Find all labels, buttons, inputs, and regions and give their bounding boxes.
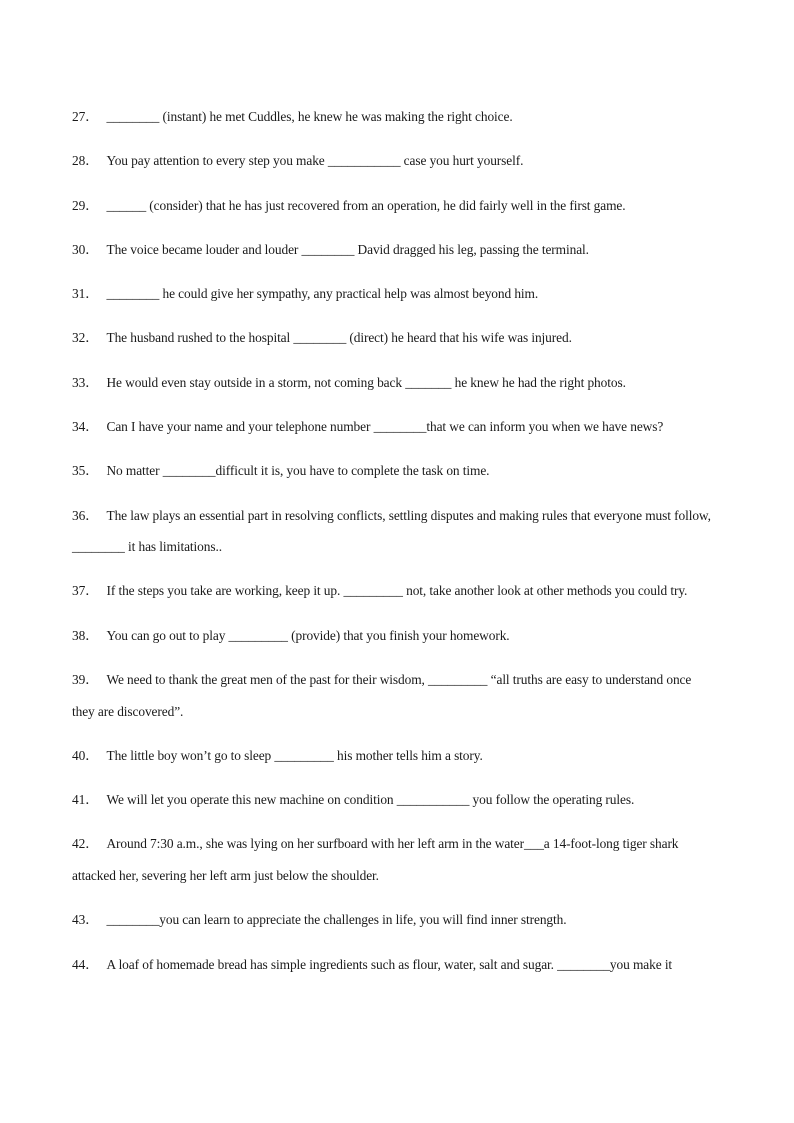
question-item	[72, 784, 714, 816]
question-text: You pay attention to every step you make ___________ case you hurt yourself.	[106, 153, 524, 169]
question-item	[72, 904, 714, 936]
question-text: ________ (instant) he met Cuddles, he knew he was making the right choice.	[106, 109, 513, 124]
question-item	[72, 101, 714, 133]
question-number: 29．	[72, 197, 99, 213]
question-item	[72, 828, 714, 891]
question-item	[72, 278, 714, 310]
question-text: You can go out to play _________ (provide) that you finish your homework.	[106, 627, 510, 643]
question-list	[72, 101, 714, 993]
question-item	[72, 145, 714, 177]
question-number: 30．	[72, 241, 99, 257]
question-text: The voice became louder and louder ________ David dragged his leg, passing the terminal.	[106, 241, 589, 257]
question-item	[72, 664, 714, 727]
question-number: 34．	[72, 419, 99, 435]
question-number: 38．	[72, 627, 99, 643]
question-text: He would even stay outside in a storm, not coming back _______ he knew he had the right photos.	[106, 374, 626, 390]
question-item	[72, 234, 714, 266]
question-number: 44．	[72, 956, 99, 972]
question-text: We need to thank the great men of the past for their wisdom, _________ “all truths are easy to understand once they are discovered”.	[72, 672, 692, 719]
question-number: 41．	[72, 792, 99, 808]
question-text: A loaf of homemade bread has simple ingredients such as flour, water, salt and sugar. ________you make it	[106, 956, 673, 972]
question-number: 27．	[72, 109, 99, 124]
question-text: We will let you operate this new machine on condition ___________ you follow the operating rules.	[106, 792, 635, 808]
question-item	[72, 949, 714, 981]
question-number: 37．	[72, 583, 99, 599]
question-item	[72, 411, 714, 443]
question-number: 40．	[72, 747, 99, 763]
question-text: The little boy won’t go to sleep _________ his mother tells him a story.	[106, 747, 483, 763]
question-item	[72, 322, 714, 354]
question-number: 43．	[72, 912, 99, 928]
question-number: 42．	[72, 836, 99, 852]
question-text: ______ (consider) that he has just recovered from an operation, he did fairly well in the first game.	[106, 197, 626, 213]
question-number: 35．	[72, 463, 99, 479]
question-item	[72, 740, 714, 772]
question-number: 32．	[72, 330, 99, 346]
question-number: 31．	[72, 286, 99, 302]
question-item	[72, 190, 714, 222]
question-item	[72, 455, 714, 487]
question-item	[72, 367, 714, 399]
question-number: 39．	[72, 672, 99, 688]
question-text: No matter ________difficult it is, you have to complete the task on time.	[106, 463, 490, 479]
question-text: Around 7:30 a.m., she was lying on her surfboard with her left arm in the water___a 14-foot-long tiger shark attacked her, severing her left arm just below the shoulder.	[72, 836, 679, 883]
question-number: 28．	[72, 153, 99, 169]
question-item	[72, 620, 714, 652]
question-number: 33．	[72, 374, 99, 390]
question-text: The husband rushed to the hospital ________ (direct) he heard that his wife was injured.	[106, 330, 572, 346]
question-item	[72, 500, 714, 563]
question-text: The law plays an essential part in resolving conflicts, settling disputes and making rules that everyone must follow, ________ it has limitations..	[72, 507, 711, 555]
question-number: 36．	[72, 507, 99, 523]
question-item	[72, 575, 714, 607]
question-text: ________ he could give her sympathy, any practical help was almost beyond him.	[106, 286, 539, 302]
question-text: Can I have your name and your telephone number ________that we can inform you when we have news?	[106, 419, 664, 435]
question-text: If the steps you take are working, keep it up. _________ not, take another look at other methods you could try.	[106, 583, 688, 599]
question-text: ________you can learn to appreciate the challenges in life, you will find inner strength.	[106, 912, 567, 928]
